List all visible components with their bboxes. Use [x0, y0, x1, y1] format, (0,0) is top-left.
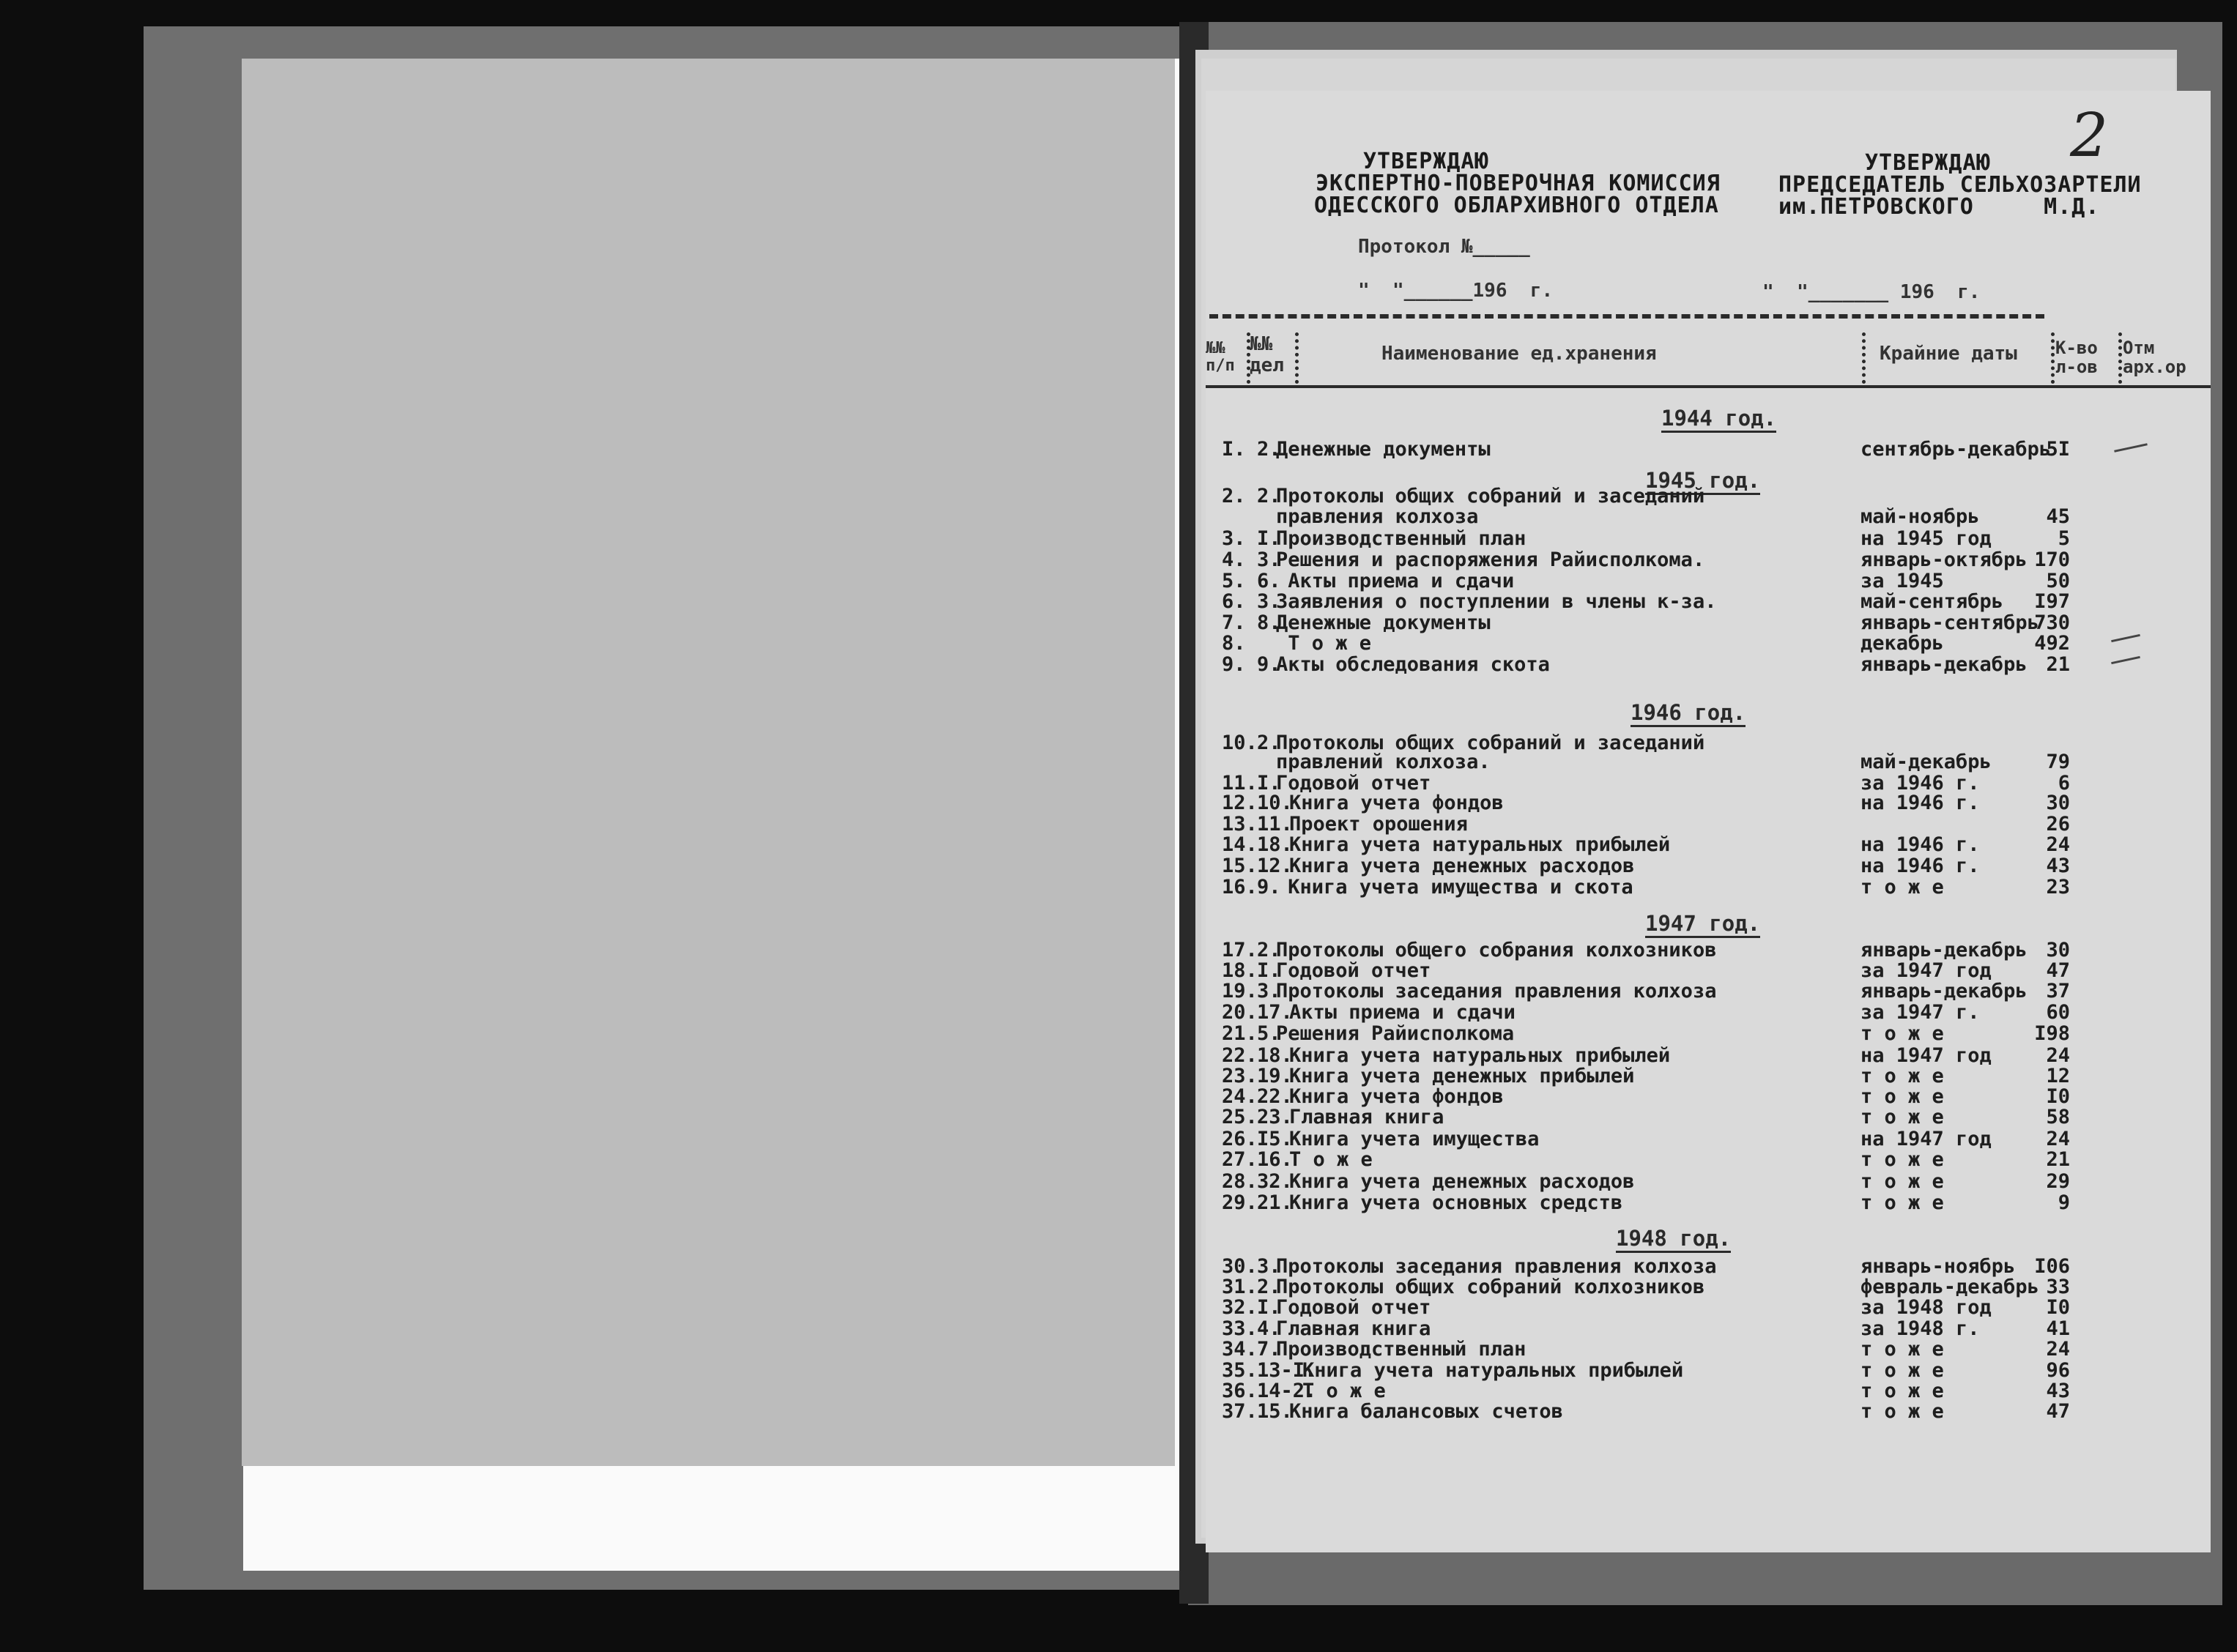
extreme-dates: за 1948 год — [1861, 1296, 1992, 1319]
protocol-date-right: " "_______ 196 г. — [1762, 281, 1981, 303]
table-row — [1222, 1339, 2174, 1360]
sheet-count: 492 — [2034, 632, 2070, 655]
table-header-rule — [1206, 385, 2211, 388]
extreme-dates: т о ж е — [1861, 1170, 1944, 1193]
table-row — [1222, 1193, 2174, 1213]
extreme-dates: на 1945 год — [1861, 527, 1992, 550]
sheet-count: 6 — [2058, 772, 2070, 795]
table-row — [1222, 961, 2174, 981]
inventory-document — [1206, 91, 2211, 1552]
handwritten-page-number: 2 — [2070, 101, 2109, 171]
extreme-dates: май-сентябрь — [1861, 590, 2004, 613]
unit-name: правлений колхоза. — [1276, 751, 1491, 773]
unit-name: Денежные документы — [1276, 438, 1491, 461]
extreme-dates: за 1948 г. — [1861, 1317, 1980, 1340]
unit-name: Книга учета имущества — [1289, 1128, 1540, 1150]
row-number: 8. — [1222, 632, 1246, 655]
case-number: I. — [1257, 527, 1281, 550]
col-separator — [1295, 332, 1299, 384]
row-number: 20. — [1222, 1001, 1258, 1024]
sheet-count: 45 — [2046, 505, 2070, 528]
sheet-count: 79 — [2046, 751, 2070, 773]
unit-name: Т о ж е — [1289, 1148, 1373, 1171]
row-number: 17. — [1222, 939, 1258, 961]
table-row — [1222, 550, 2174, 570]
table-row — [1222, 1298, 2174, 1318]
col-separator — [2051, 332, 2055, 384]
case-number: 23. — [1257, 1106, 1293, 1128]
header-separator — [1209, 314, 2044, 319]
unit-name: Книга учета натуральных прибылей — [1289, 833, 1671, 856]
extreme-dates: май-ноябрь — [1861, 505, 1980, 528]
row-number: 36. — [1222, 1380, 1258, 1402]
case-number: 3. — [1257, 590, 1281, 613]
case-number: I5. — [1257, 1128, 1293, 1150]
unit-name: Книга учета денежных прибылей — [1289, 1065, 1635, 1087]
table-row — [1222, 1129, 2174, 1150]
case-number: 18. — [1257, 833, 1293, 856]
row-number: 32. — [1222, 1296, 1258, 1319]
unit-name: Главная книга — [1276, 1317, 1431, 1340]
sheet-count: 96 — [2046, 1359, 2070, 1382]
extreme-dates: т о ж е — [1861, 1338, 1944, 1361]
extreme-dates: февраль-декабрь — [1861, 1276, 2039, 1298]
case-number: 11. — [1257, 813, 1293, 836]
sheet-count: I0 — [2046, 1296, 2070, 1319]
year-heading-1946: 1946 год. — [1631, 700, 1746, 727]
sheet-count: 5 — [2058, 527, 2070, 550]
case-number: 2. — [1257, 939, 1281, 961]
row-number: 19. — [1222, 980, 1258, 1002]
unit-name: Денежные документы — [1276, 611, 1491, 634]
row-number: 18. — [1222, 959, 1258, 982]
year-heading-1945: 1945 год. — [1645, 468, 1760, 495]
col-header-dates: Крайние даты — [1880, 343, 2017, 365]
case-number: 12. — [1257, 855, 1293, 877]
unit-name: Акты обследования скота — [1276, 653, 1550, 676]
extreme-dates: т о ж е — [1861, 1106, 1944, 1128]
case-number: 10. — [1257, 792, 1293, 814]
case-number: 21. — [1257, 1191, 1293, 1214]
case-number: 8. — [1257, 611, 1281, 634]
extreme-dates: т о ж е — [1861, 1148, 1944, 1171]
table-row — [1222, 1024, 2174, 1044]
case-number: 2. — [1257, 732, 1281, 754]
extreme-dates: на 1947 год — [1861, 1128, 1992, 1150]
table-row — [1222, 793, 2174, 814]
approve-right-line1: ПРЕДСЕДАТЕЛЬ СЕЛЬХОЗАРТЕЛИ — [1778, 172, 2142, 198]
sheet-count: 730 — [2034, 611, 2070, 634]
case-number: 22. — [1257, 1085, 1293, 1108]
table-row — [1222, 1361, 2174, 1381]
row-number: 14. — [1222, 833, 1258, 856]
case-number: 16. — [1257, 1148, 1293, 1171]
row-number: 3. — [1222, 527, 1246, 550]
case-number: 2. — [1257, 485, 1281, 507]
extreme-dates: январь-сентябрь — [1861, 611, 2039, 634]
sheet-count: 43 — [2046, 855, 2070, 877]
row-number: 33. — [1222, 1317, 1258, 1340]
row-number: 27. — [1222, 1148, 1258, 1171]
sheet-count: 41 — [2046, 1317, 2070, 1340]
extreme-dates: т о ж е — [1861, 1022, 1944, 1045]
row-number: 30. — [1222, 1255, 1258, 1278]
year-heading-1948: 1948 год. — [1616, 1226, 1731, 1253]
unit-name: Книга балансовых счетов — [1289, 1400, 1563, 1423]
col-header-num: №№ п/п — [1206, 339, 1235, 376]
unit-name: Производственный план — [1276, 1338, 1526, 1361]
table-row — [1222, 814, 2174, 835]
table-row — [1222, 1277, 2174, 1298]
case-number: 15. — [1257, 1400, 1293, 1423]
table-row — [1222, 856, 2174, 877]
unit-name: Книга учета денежных расходов — [1289, 1170, 1635, 1193]
row-number: 5. — [1222, 570, 1246, 592]
extreme-dates: на 1947 год — [1861, 1044, 1992, 1067]
row-number: I. — [1222, 438, 1246, 461]
case-number: 14-2. — [1257, 1380, 1317, 1402]
unit-name: правления колхоза — [1276, 505, 1479, 528]
unit-name: Заявления о поступлении в члены к-за. — [1276, 590, 1717, 613]
table-row — [1222, 752, 2174, 773]
case-number: 7. — [1257, 1338, 1281, 1361]
unit-name: Протоколы общих собраний колхозников — [1276, 1276, 1705, 1298]
unit-name: Главная книга — [1289, 1106, 1444, 1128]
unit-name: Протоколы общего собрания колхозников — [1276, 939, 1717, 961]
unit-name: Годовой отчет — [1276, 959, 1431, 982]
table-row — [1222, 1402, 2174, 1422]
sheet-count: 33 — [2046, 1276, 2070, 1298]
case-number: 5. — [1257, 1022, 1281, 1045]
table-row — [1222, 940, 2174, 961]
extreme-dates: декабрь — [1861, 632, 1944, 655]
extreme-dates: на 1946 г. — [1861, 833, 1980, 856]
unit-name: Акты приема и сдачи — [1276, 570, 1515, 592]
unit-name: Производственный план — [1276, 527, 1526, 550]
extreme-dates: т о ж е — [1861, 1191, 1944, 1214]
unit-name: Книга учета основных средств — [1289, 1191, 1623, 1214]
year-heading-1947: 1947 год. — [1645, 911, 1760, 938]
case-number: 2. — [1257, 438, 1281, 461]
case-number: 3. — [1257, 548, 1281, 571]
row-number: 9. — [1222, 653, 1246, 676]
row-number: 31. — [1222, 1276, 1258, 1298]
table-row — [1222, 877, 2174, 898]
table-row — [1222, 1172, 2174, 1192]
extreme-dates: за 1945 — [1861, 570, 1944, 592]
col-separator — [2118, 332, 2122, 384]
approve-left-line2: ОДЕССКОГО ОБЛАРХИВНОГО ОТДЕЛА — [1314, 193, 1719, 218]
unit-name: Акты приема и сдачи — [1289, 1001, 1516, 1024]
sheet-count: 24 — [2046, 1338, 2070, 1361]
sheet-count: 30 — [2046, 939, 2070, 961]
col-header-case: №№ дел — [1250, 333, 1284, 376]
unit-name: Книга учета денежных расходов — [1289, 855, 1635, 877]
unit-name: Протоколы заседания правления колхоза — [1276, 980, 1717, 1002]
row-number: 23. — [1222, 1065, 1258, 1087]
row-number: 21. — [1222, 1022, 1258, 1045]
extreme-dates: май-декабрь — [1861, 751, 1992, 773]
row-number: 34. — [1222, 1338, 1258, 1361]
table-row — [1222, 1381, 2174, 1402]
sheet-count: 29 — [2046, 1170, 2070, 1193]
extreme-dates: т о ж е — [1861, 1359, 1944, 1382]
table-row — [1222, 633, 2174, 654]
table-row — [1222, 1107, 2174, 1128]
extreme-dates: т о ж е — [1861, 1380, 1944, 1402]
sheet-count: 60 — [2046, 1001, 2070, 1024]
sheet-count: 9 — [2058, 1191, 2070, 1214]
row-number: 37. — [1222, 1400, 1258, 1423]
extreme-dates: январь-декабрь — [1861, 939, 2028, 961]
sheet-count: 21 — [2046, 653, 2070, 676]
extreme-dates: январь-октябрь — [1861, 548, 2028, 571]
sheet-count: I98 — [2034, 1022, 2070, 1045]
row-number: 35. — [1222, 1359, 1258, 1382]
row-number: 13. — [1222, 813, 1258, 836]
sheet-count: I0 — [2046, 1085, 2070, 1108]
case-number: I. — [1257, 959, 1281, 982]
approve-right-title: УТВЕРЖДАЮ — [1865, 150, 1991, 176]
case-number: 19. — [1257, 1065, 1293, 1087]
table-row — [1222, 655, 2174, 675]
extreme-dates: за 1947 год — [1861, 959, 1992, 982]
col-header-note: Отм арх.ор — [2123, 338, 2186, 378]
case-number: 9. — [1257, 653, 1281, 676]
case-number: 17. — [1257, 1001, 1293, 1024]
extreme-dates: т о ж е — [1861, 1400, 1944, 1423]
row-number: 2. — [1222, 485, 1246, 507]
row-number: 4. — [1222, 548, 1246, 571]
unit-name: Протоколы общих собраний и заседаний — [1276, 485, 1705, 507]
case-number: 3. — [1257, 980, 1281, 1002]
row-number: 10. — [1222, 732, 1258, 754]
sheet-count: 50 — [2046, 570, 2070, 592]
extreme-dates: на 1946 г. — [1861, 855, 1980, 877]
table-row — [1222, 571, 2174, 592]
table-row — [1222, 1319, 2174, 1339]
unit-name: Т о ж е — [1276, 632, 1372, 655]
case-number: I. — [1257, 772, 1281, 795]
extreme-dates: т о ж е — [1861, 876, 1944, 898]
protocol-number: Протокол №_____ — [1358, 236, 1530, 258]
row-number: 24. — [1222, 1085, 1258, 1108]
sheet-count: 30 — [2046, 792, 2070, 814]
extreme-dates: январь-декабрь — [1861, 980, 2028, 1002]
row-number: 22. — [1222, 1044, 1258, 1067]
unit-name: Книга учета натуральных прибылей — [1289, 1044, 1671, 1067]
sheet-count: 170 — [2034, 548, 2070, 571]
sheet-count: 12 — [2046, 1065, 2070, 1087]
extreme-dates: январь-декабрь — [1861, 653, 2028, 676]
case-number: 32. — [1257, 1170, 1293, 1193]
unit-name: Т о ж е — [1302, 1380, 1386, 1402]
row-number: 29. — [1222, 1191, 1258, 1214]
table-row — [1222, 1150, 2174, 1170]
case-number: 4. — [1257, 1317, 1281, 1340]
col-separator — [1862, 332, 1866, 384]
extreme-dates: т о ж е — [1861, 1085, 1944, 1108]
table-row — [1222, 981, 2174, 1002]
protocol-date-left: " "______196 г. — [1358, 280, 1554, 302]
sheet-count: I06 — [2034, 1255, 2070, 1278]
unit-name: Проект орошения — [1289, 813, 1468, 836]
row-number: 25. — [1222, 1106, 1258, 1128]
extreme-dates: за 1947 г. — [1861, 1001, 1980, 1024]
case-number: 6. — [1257, 570, 1281, 592]
unit-name: Годовой отчет — [1276, 1296, 1431, 1319]
table-row — [1222, 773, 2174, 794]
sheet-count: 24 — [2046, 1044, 2070, 1067]
left-blank-sheet — [242, 59, 1175, 1466]
unit-name: Решения Райисполкома — [1276, 1022, 1515, 1045]
table-row — [1222, 835, 2174, 855]
row-number: 15. — [1222, 855, 1258, 877]
unit-name: Решения и распоряжения Райисполкома. — [1276, 548, 1705, 571]
sheet-count: 58 — [2046, 1106, 2070, 1128]
unit-name: Книга учета фондов — [1289, 792, 1504, 814]
table-row — [1222, 486, 2174, 507]
extreme-dates: за 1946 г. — [1861, 772, 1980, 795]
table-row — [1222, 439, 2174, 460]
table-row — [1222, 529, 2174, 549]
extreme-dates: т о ж е — [1861, 1065, 1944, 1087]
sheet-count: I97 — [2034, 590, 2070, 613]
approve-left-title: УТВЕРЖДАЮ — [1363, 149, 1489, 174]
case-number: 18. — [1257, 1044, 1293, 1067]
case-number: 3. — [1257, 1255, 1281, 1278]
sheet-count: 47 — [2046, 959, 2070, 982]
sheet-count: 23 — [2046, 876, 2070, 898]
row-number: 26. — [1222, 1128, 1258, 1150]
row-number: 28. — [1222, 1170, 1258, 1193]
extreme-dates: на 1946 г. — [1861, 792, 1980, 814]
case-number: 2. — [1257, 1276, 1281, 1298]
row-number: 16. — [1222, 876, 1258, 898]
row-number: 11. — [1222, 772, 1258, 795]
approve-left-line1: ЭКСПЕРТНО-ПОВЕРОЧНАЯ КОМИССИЯ — [1316, 171, 1721, 196]
table-row — [1222, 1257, 2174, 1277]
unit-name: Протоколы заседания правления колхоза — [1276, 1255, 1717, 1278]
unit-name: Годовой отчет — [1276, 772, 1431, 795]
row-number: 6. — [1222, 590, 1246, 613]
table-row — [1222, 1066, 2174, 1087]
case-number: 9. — [1257, 876, 1281, 898]
table-row — [1222, 613, 2174, 633]
table-row — [1222, 1087, 2174, 1107]
unit-name: Книга учета имущества и скота — [1276, 876, 1633, 898]
sheet-count: 5I — [2046, 438, 2070, 461]
col-header-name: Наименование ед.хранения — [1381, 343, 1657, 365]
sheet-count: 24 — [2046, 1128, 2070, 1150]
table-row — [1222, 1002, 2174, 1023]
extreme-dates: сентябрь-декабрь — [1861, 438, 2052, 461]
row-number: 7. — [1222, 611, 1246, 634]
sheet-count: 43 — [2046, 1380, 2070, 1402]
table-row — [1222, 507, 2174, 527]
unit-name: Протоколы общих собраний и заседаний — [1276, 732, 1705, 754]
approve-right-line2: им.ПЕТРОВСКОГО М.Д. — [1778, 194, 2100, 220]
col-header-qty: К-во л-ов — [2055, 338, 2098, 378]
sheet-count: 37 — [2046, 980, 2070, 1002]
year-heading-1944: 1944 год. — [1661, 406, 1776, 433]
unit-name: Книга учета фондов — [1289, 1085, 1504, 1108]
sheet-count: 26 — [2046, 813, 2070, 836]
table-row — [1222, 1046, 2174, 1066]
unit-name: Книга учета натуральных прибылей — [1302, 1359, 1684, 1382]
row-number: 12. — [1222, 792, 1258, 814]
sheet-count: 21 — [2046, 1148, 2070, 1171]
case-number: I. — [1257, 1296, 1281, 1319]
case-number: 13-I. — [1257, 1359, 1317, 1382]
sheet-count: 47 — [2046, 1400, 2070, 1423]
sheet-count: 24 — [2046, 833, 2070, 856]
extreme-dates: январь-ноябрь — [1861, 1255, 2016, 1278]
table-row — [1222, 592, 2174, 612]
